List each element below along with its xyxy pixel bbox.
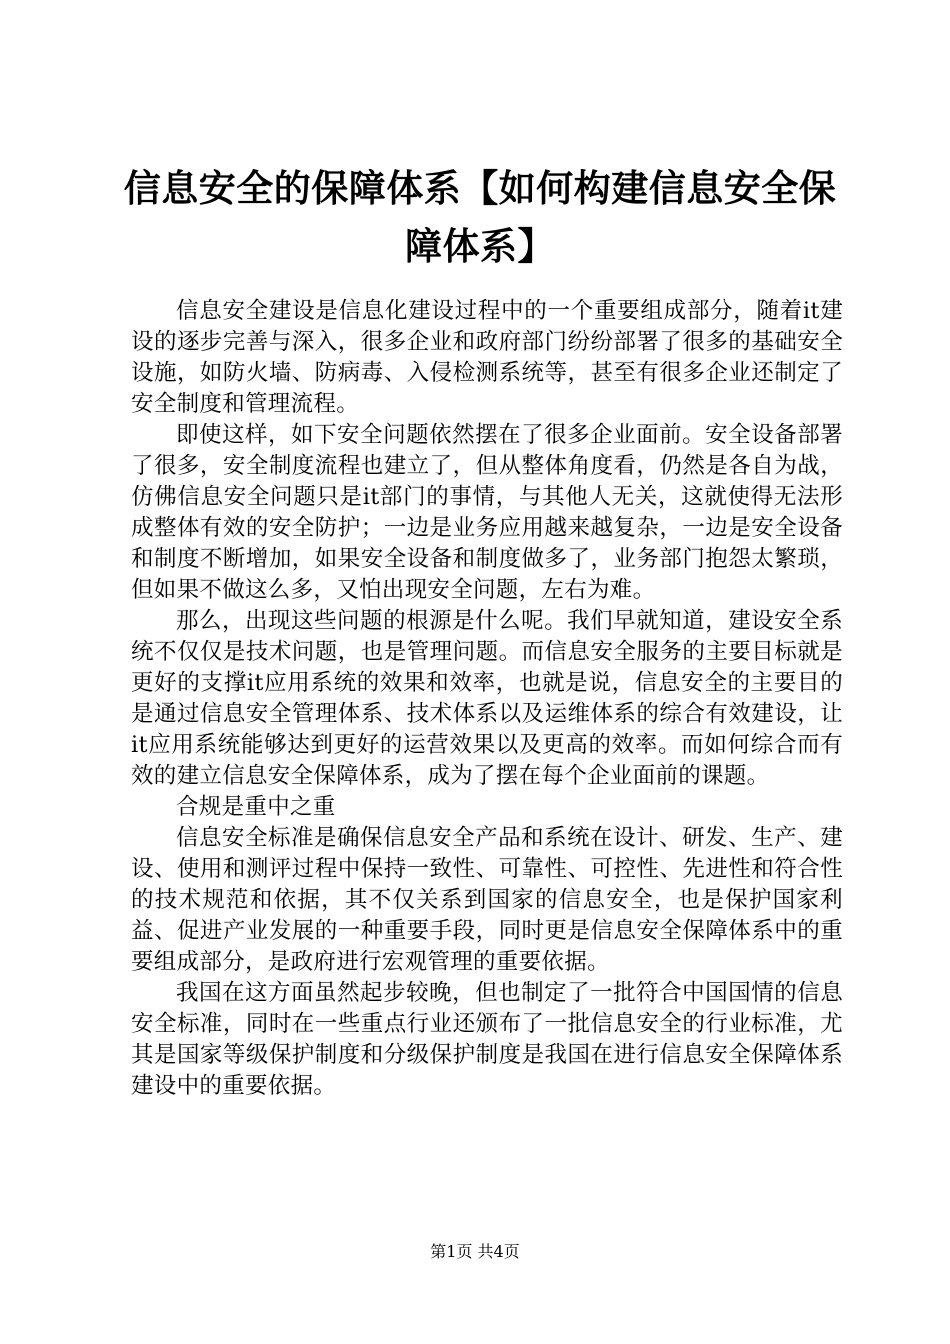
document-body — [131, 296, 843, 1102]
paragraph: 那么，出现这些问题的根源是什么呢。我们早就知道，建设安全系统不仅仅是技术问题，也是管理问题。而信息安全服务的主要目标就是更好的支撑it应用系统的效果和效率，也就是说，信息安全的主要目的是通过信息安全管理体系、技术体系以及运维体系的综合有效建设，让it应用系统能够达到更好的运营效果以及更高的效率。而如何综合而有效的建立信息安全保障体系，成为了摆在每个企业面前的课题。 — [131, 608, 843, 789]
paragraph: 我国在这方面虽然起步较晚，但也制定了一批符合中国国情的信息安全标准，同时在一些重点行业还颁布了一批信息安全的行业标准，尤其是国家等级保护制度和分级保护制度是我国在进行信息安全保障体系建设中的重要依据。 — [131, 980, 843, 1099]
document-title: 信息安全的保障体系【如何构建信息安全保障体系】 — [123, 167, 837, 268]
paragraph: 即使这样，如下安全问题依然摆在了很多企业面前。安全设备部署了很多，安全制度流程也建立了，但从整体角度看，仍然是各自为战，仿佛信息安全问题只是it部门的事情，与其他人无关，这就使得无法形成整体有效的安全防护；一边是业务应用越来越复杂，一边是安全设备和制度不断增加，如果安全设备和制度做多了，业务部门抱怨太繁琐，但如果不做这么多，又怕出现安全问题，左右为难。 — [131, 422, 843, 603]
section-heading: 合规是重中之重 — [176, 794, 336, 820]
paragraph: 信息安全标准是确保信息安全产品和系统在设计、研发、生产、建设、使用和测评过程中保持一致性、可靠性、可控性、先进性和符合性的技术规范和依据，其不仅关系到国家的信息安全，也是保护国家利益、促进产业发展的一种重要手段，同时更是信息安全保障体系中的重要组成部分，是政府进行宏观管理的重要依据。 — [131, 825, 843, 975]
page-number-footer: 第1页 共4页 — [430, 1242, 520, 1261]
paragraph: 信息安全建设是信息化建设过程中的一个重要组成部分，随着it建设的逐步完善与深入，很多企业和政府部门纷纷部署了很多的基础安全设施，如防火墙、防病毒、入侵检测系统等，甚至有很多企业还制定了安全制度和管理流程。 — [131, 298, 843, 417]
